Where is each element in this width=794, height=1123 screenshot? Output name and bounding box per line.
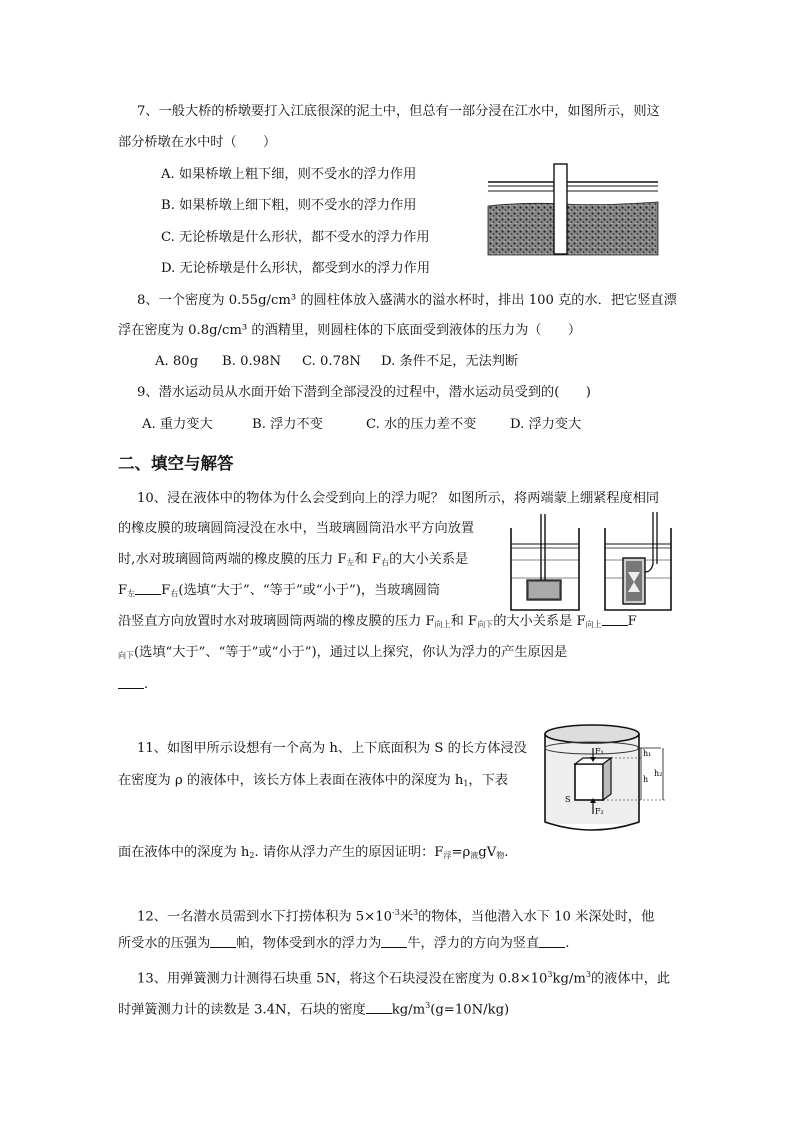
beakers-figure: [505, 508, 677, 616]
q8-option-c: C. 0.78N: [302, 354, 361, 369]
q7-option-a: A. 如果桥墩上粗下细，则不受水的浮力作用: [161, 167, 417, 182]
q10-line1: 10、浸在液体中的物体为什么会受到向上的浮力呢？ 如图所示，将两端蒙上绷紧程度相同: [137, 491, 660, 506]
q10-line4: $F_左$ $F_右$(选填“大于”、“等于”或“小于”)，当玻璃圆筒: [118, 583, 441, 598]
q12-line1: 12、一名潜水员需到水下打捞体积为 $5\times 10^{-3}$米$^3$的物体，当他潜入水下 10 米深处时，他: [137, 908, 655, 925]
q10-line5: 沿竖直方向放置时水对玻璃圆筒两端的橡皮膜的压力 $F_{向上}$和 $F_{向下}$的大小关系是 $F_{向上}$ F: [118, 614, 637, 629]
q7-option-d: D. 无论桥墩是什么形状，都受到水的浮力作用: [161, 261, 431, 276]
label-h2: h₂: [654, 769, 663, 778]
label-f2: F₂: [595, 807, 604, 816]
q10-blank-1[interactable]: [135, 582, 161, 595]
q9-option-c: C. 水的压力差不变: [366, 417, 477, 432]
q13-blank-density[interactable]: [366, 1001, 392, 1014]
q9-option-a: A. 重力变大: [142, 417, 213, 432]
q13-line2: 时弹簧测力计的读数是 3.4N，石块的密度 $kg/m^3(g=10N/kg)$: [118, 1001, 510, 1018]
label-h1: h₁: [643, 749, 652, 758]
q10-line3: 时,水对玻璃圆筒两端的橡皮膜的压力 $F_左$和 $F_右$的大小关系是: [118, 552, 469, 567]
q9-line1: 9、潜水运动员从水面开始下潜到全部浸没的过程中，潜水运动员受到的( ): [137, 385, 591, 400]
q10-blank-3[interactable]: [118, 676, 144, 689]
q7-option-c: C. 无论桥墩是什么形状，都不受水的浮力作用: [161, 230, 430, 245]
q12-blank-buoyancy[interactable]: [381, 935, 407, 948]
q8-line2: 浮在密度为 0.8g/cm³ 的酒精里，则圆柱体的下底面受到液体的压力为（ ）: [118, 323, 582, 338]
q12-blank-direction[interactable]: [539, 935, 565, 948]
q7-line1: 7、一般大桥的桥墩要打入江底很深的泥土中，但总有一部分浸在江水中，如图所示，则这: [137, 104, 660, 119]
q13-line1: 13、用弹簧测力计测得石块重 5N，将这个石块浸没在密度为 $0.8\times 10^3kg/m^3$的液体中，此: [137, 970, 671, 987]
cylinder-block-figure: [537, 722, 673, 834]
q9-option-b: B. 浮力不变: [252, 417, 323, 432]
q10-line6: $_{向下}$(选填“大于”、“等于”或“小于”)，通过以上探究，你认为浮力的产生原因是: [118, 645, 568, 660]
q9-option-d: D. 浮力变大: [510, 417, 582, 432]
q11-line2: 在密度为 ρ 的液体中，该长方体上表面在液体中的深度为 $h_1$，下表: [118, 773, 508, 788]
q10-line2: 的橡皮膜的玻璃圆筒浸没在水中，当玻璃圆筒沿水平方向放置: [118, 521, 475, 536]
bridge-pier-figure: [483, 158, 661, 258]
q11-line1: 11、如图甲所示设想有一个高为 h、上下底面积为 S 的长方体浸没: [137, 741, 527, 756]
q7-line2: 部分桥墩在水中时（ ）: [118, 135, 277, 150]
q8-option-d: D. 条件不足，无法判断: [381, 354, 519, 369]
q10-line7: .: [118, 676, 148, 694]
q12-blank-pressure[interactable]: [210, 935, 236, 948]
section-heading: 二、填空与解答: [118, 454, 234, 473]
q8-line1: 8、一个密度为 0.55g/cm³ 的圆柱体放入盛满水的溢水杯时，排出 100 克的水．把它竖直漂: [137, 293, 677, 308]
q8-option-b: B. 0.98N: [222, 354, 281, 369]
q8-option-a: A. 80g: [155, 354, 199, 369]
q11-line3: 面在液体中的深度为 $h_2$. 请你从浮力产生的原因证明：$F_浮=\rho_液gV_物$.: [118, 845, 509, 860]
label-h: h: [643, 775, 649, 784]
q7-option-b: B. 如果桥墩上细下粗，则不受水的浮力作用: [161, 198, 417, 213]
q12-line2: 所受水的压强为 帕，物体受到水的浮力为 牛，浮力的方向为竖直 .: [118, 936, 570, 951]
label-s: S: [565, 795, 571, 804]
label-f1: F₁: [595, 747, 604, 756]
